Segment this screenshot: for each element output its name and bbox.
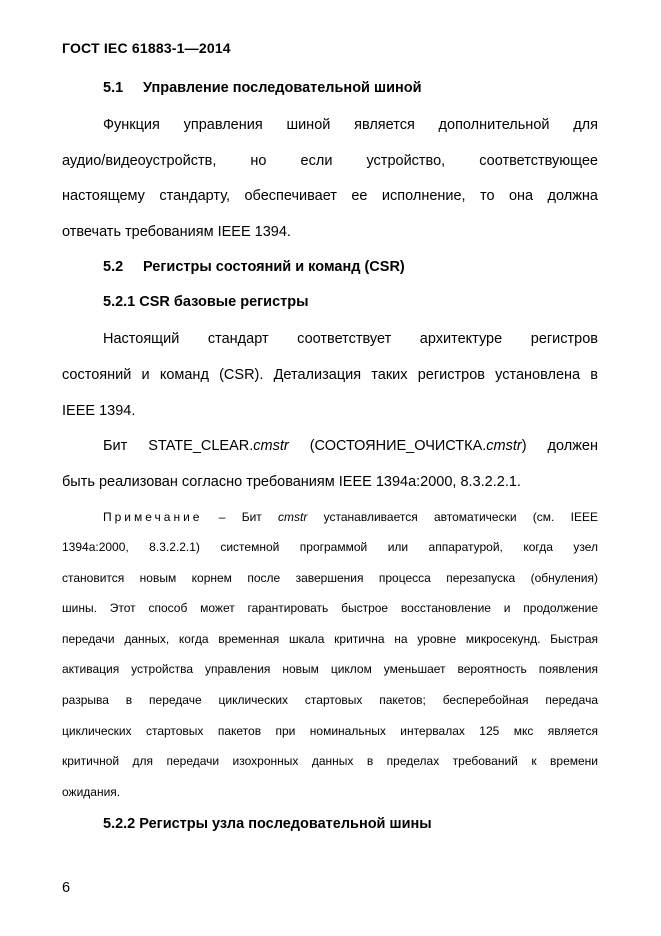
note-line: 1394a:2000, 8.3.2.2.1) системной программой или аппаратурой, когда узел <box>62 540 598 554</box>
term-italic: cmstr <box>278 510 308 524</box>
section-title: Регистры состояний и команд (CSR) <box>143 259 405 275</box>
note-line: активация устройства управления новым циклом уменьшает вероятность появления <box>62 662 598 676</box>
page-number: 6 <box>62 880 71 896</box>
paragraph-line: Функция управления шиной является дополнительной для <box>103 117 598 133</box>
text-run: устанавливается автоматически (см. IEEE <box>307 510 599 524</box>
section-title: Управление последовательной шиной <box>143 80 422 96</box>
paragraph-line: настоящему стандарту, обеспечивает ее исполнение, то она должна <box>62 188 598 204</box>
term-italic: cmstr <box>486 438 522 454</box>
text-run: Бит STATE_CLEAR. <box>103 438 254 454</box>
section-5-2-2-heading: 5.2.2 Регистры узла последовательной шины <box>103 816 432 832</box>
section-5-2-heading <box>103 259 405 275</box>
paragraph-line: аудио/видеоустройств, но если устройство, соответствующее <box>62 153 598 169</box>
note-line <box>103 509 598 525</box>
note-line: критичной для передачи изохронных данных в пределах требований к времени <box>62 754 598 768</box>
note-line: передачи данных, когда временная шкала критична на уровне микросекунд. Быстрая <box>62 632 598 646</box>
note-line: шины. Этот способ может гарантировать быстрое восстановление и продолжение <box>62 601 598 615</box>
paragraph-line: IEEE 1394. <box>62 403 136 419</box>
paragraph-line: быть реализован согласно требованиям IEEE 1394a:2000, 8.3.2.2.1. <box>62 474 521 490</box>
document-header: ГОСТ IEC 61883-1—2014 <box>62 40 231 56</box>
term-italic: cmstr <box>253 438 289 454</box>
section-5-1-heading <box>103 80 422 96</box>
text-run: (СОСТОЯНИЕ_ОЧИСТКА. <box>288 438 487 454</box>
paragraph-line: состояний и команд (CSR). Детализация таких регистров установлена в <box>62 367 598 383</box>
paragraph-line: отвечать требованиям IEEE 1394. <box>62 224 291 240</box>
paragraph-line: Настоящий стандарт соответствует архитектуре регистров <box>103 331 598 347</box>
note-line: разрыва в передаче циклических стартовых пакетов; бесперебойная передача <box>62 693 598 707</box>
note-label: Примечание <box>103 510 203 524</box>
note-line: становится новым корнем после завершения процесса перезапуска (обнуления) <box>62 571 598 585</box>
text-run: – Бит <box>202 510 279 524</box>
section-number: 5.1 <box>103 80 124 96</box>
text-run: ) должен <box>521 438 598 454</box>
section-5-2-1-heading: 5.2.1 CSR базовые регистры <box>103 294 309 310</box>
note-line: циклических стартовых пакетов при номинальных интервалах 125 мкс является <box>62 724 598 738</box>
paragraph-line <box>103 437 598 455</box>
note-line: ожидания. <box>62 785 121 799</box>
section-number: 5.2 <box>103 259 124 275</box>
